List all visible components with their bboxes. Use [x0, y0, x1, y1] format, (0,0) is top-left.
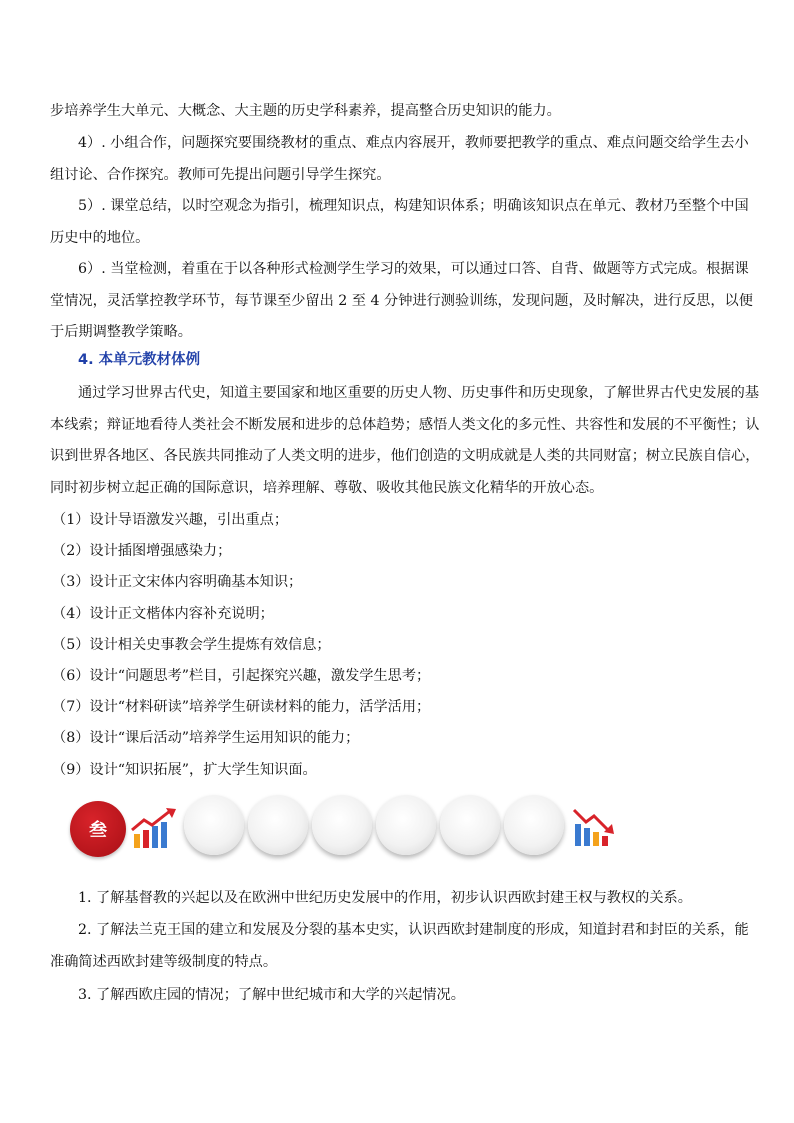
objective-1: 1. 了解基督教的兴起以及在欧洲中世纪历史发展中的作用，初步认识西欧封建王权与教权的关系。 — [78, 890, 692, 906]
decorative-circle — [376, 795, 436, 855]
section-badge: 叁 — [70, 801, 126, 857]
decorative-circle — [440, 795, 500, 855]
decorative-circle — [504, 795, 564, 855]
bar-chart-down-icon — [572, 806, 618, 850]
objective-3: 3. 了解西欧庄园的情况；了解中世纪城市和大学的兴起情况。 — [78, 987, 465, 1003]
list-item: （9）设计“知识拓展”，扩大学生知识面。 — [52, 761, 317, 778]
list-item: （5）设计相关史事教会学生提炼有效信息； — [52, 636, 331, 653]
section-banner — [66, 788, 626, 864]
list-item: （1）设计导语激发兴趣，引出重点； — [52, 512, 289, 528]
objective-2: 2. 了解法兰克王国的建立和发展及分裂的基本史实，认识西欧封建制度的形成，知道封君和封臣的关系，能准确简述西欧封建等级制度的特点。 — [50, 922, 749, 970]
section-heading: 4. 本单元教材体例 — [78, 352, 201, 368]
list-item: （8）设计“课后活动”培养学生运用知识的能力； — [52, 730, 360, 747]
list-item: （2）设计插图增强感染力； — [52, 543, 232, 560]
list-item: （6）设计“问题思考”栏目，引起探究兴趣，激发学生思考； — [52, 667, 431, 684]
decorative-circle — [312, 795, 372, 855]
bar-chart-up-icon — [130, 808, 178, 852]
paragraph-in-class-test: 6）. 当堂检测，着重在于以各种形式检测学生学习的效果，可以通过口答、自背、做题等方式完成。根据课堂情况，灵活掌控教学环节，每节课至少留出 2 至 4 分钟进行测验训练，发现问题，及时解决，进行反思，以便于后期调整教学策略。 — [50, 261, 753, 340]
decorative-circle — [184, 795, 244, 855]
paragraph-group-cooperation: 4）. 小组合作，问题探究要围绕教材的重点、难点内容展开，教师要把教学的重点、难点问题交给学生去小组讨论、合作探究。教师可先提出问题引导学生探究。 — [50, 135, 749, 183]
list-item: （4）设计正文楷体内容补充说明； — [52, 605, 274, 622]
list-item: （7）设计“材料研读”培养学生研读材料的能力，活学活用； — [52, 699, 431, 716]
paragraph-continuation: 步培养学生大单元、大概念、大主题的历史学科素养，提高整合历史知识的能力。 — [50, 103, 561, 119]
section-intro: 通过学习世界古代史，知道主要国家和地区重要的历史人物、历史事件和历史现象，了解世界古代史发展的基本线索；辩证地看待人类社会不断发展和进步的总体趋势；感悟人类文化的多元性、共容性和发展的不平衡性；认识到世界各地区、各民族共同推动了人类文明的进步，他们创造的文明成就是人类的共同财富；树立民族自信心，同时初步树立起正确的国际意识，培养理解、尊敬、吸收其他民族文化精华的开放心态。 — [50, 385, 760, 496]
paragraph-class-summary: 5）. 课堂总结，以时空观念为指引，梳理知识点，构建知识体系；明确该知识点在单元、教材乃至整个中国历史中的地位。 — [50, 198, 749, 246]
decorative-circle — [248, 795, 308, 855]
design-list — [52, 505, 430, 786]
list-item: （3）设计正文宋体内容明确基本知识； — [52, 574, 303, 591]
